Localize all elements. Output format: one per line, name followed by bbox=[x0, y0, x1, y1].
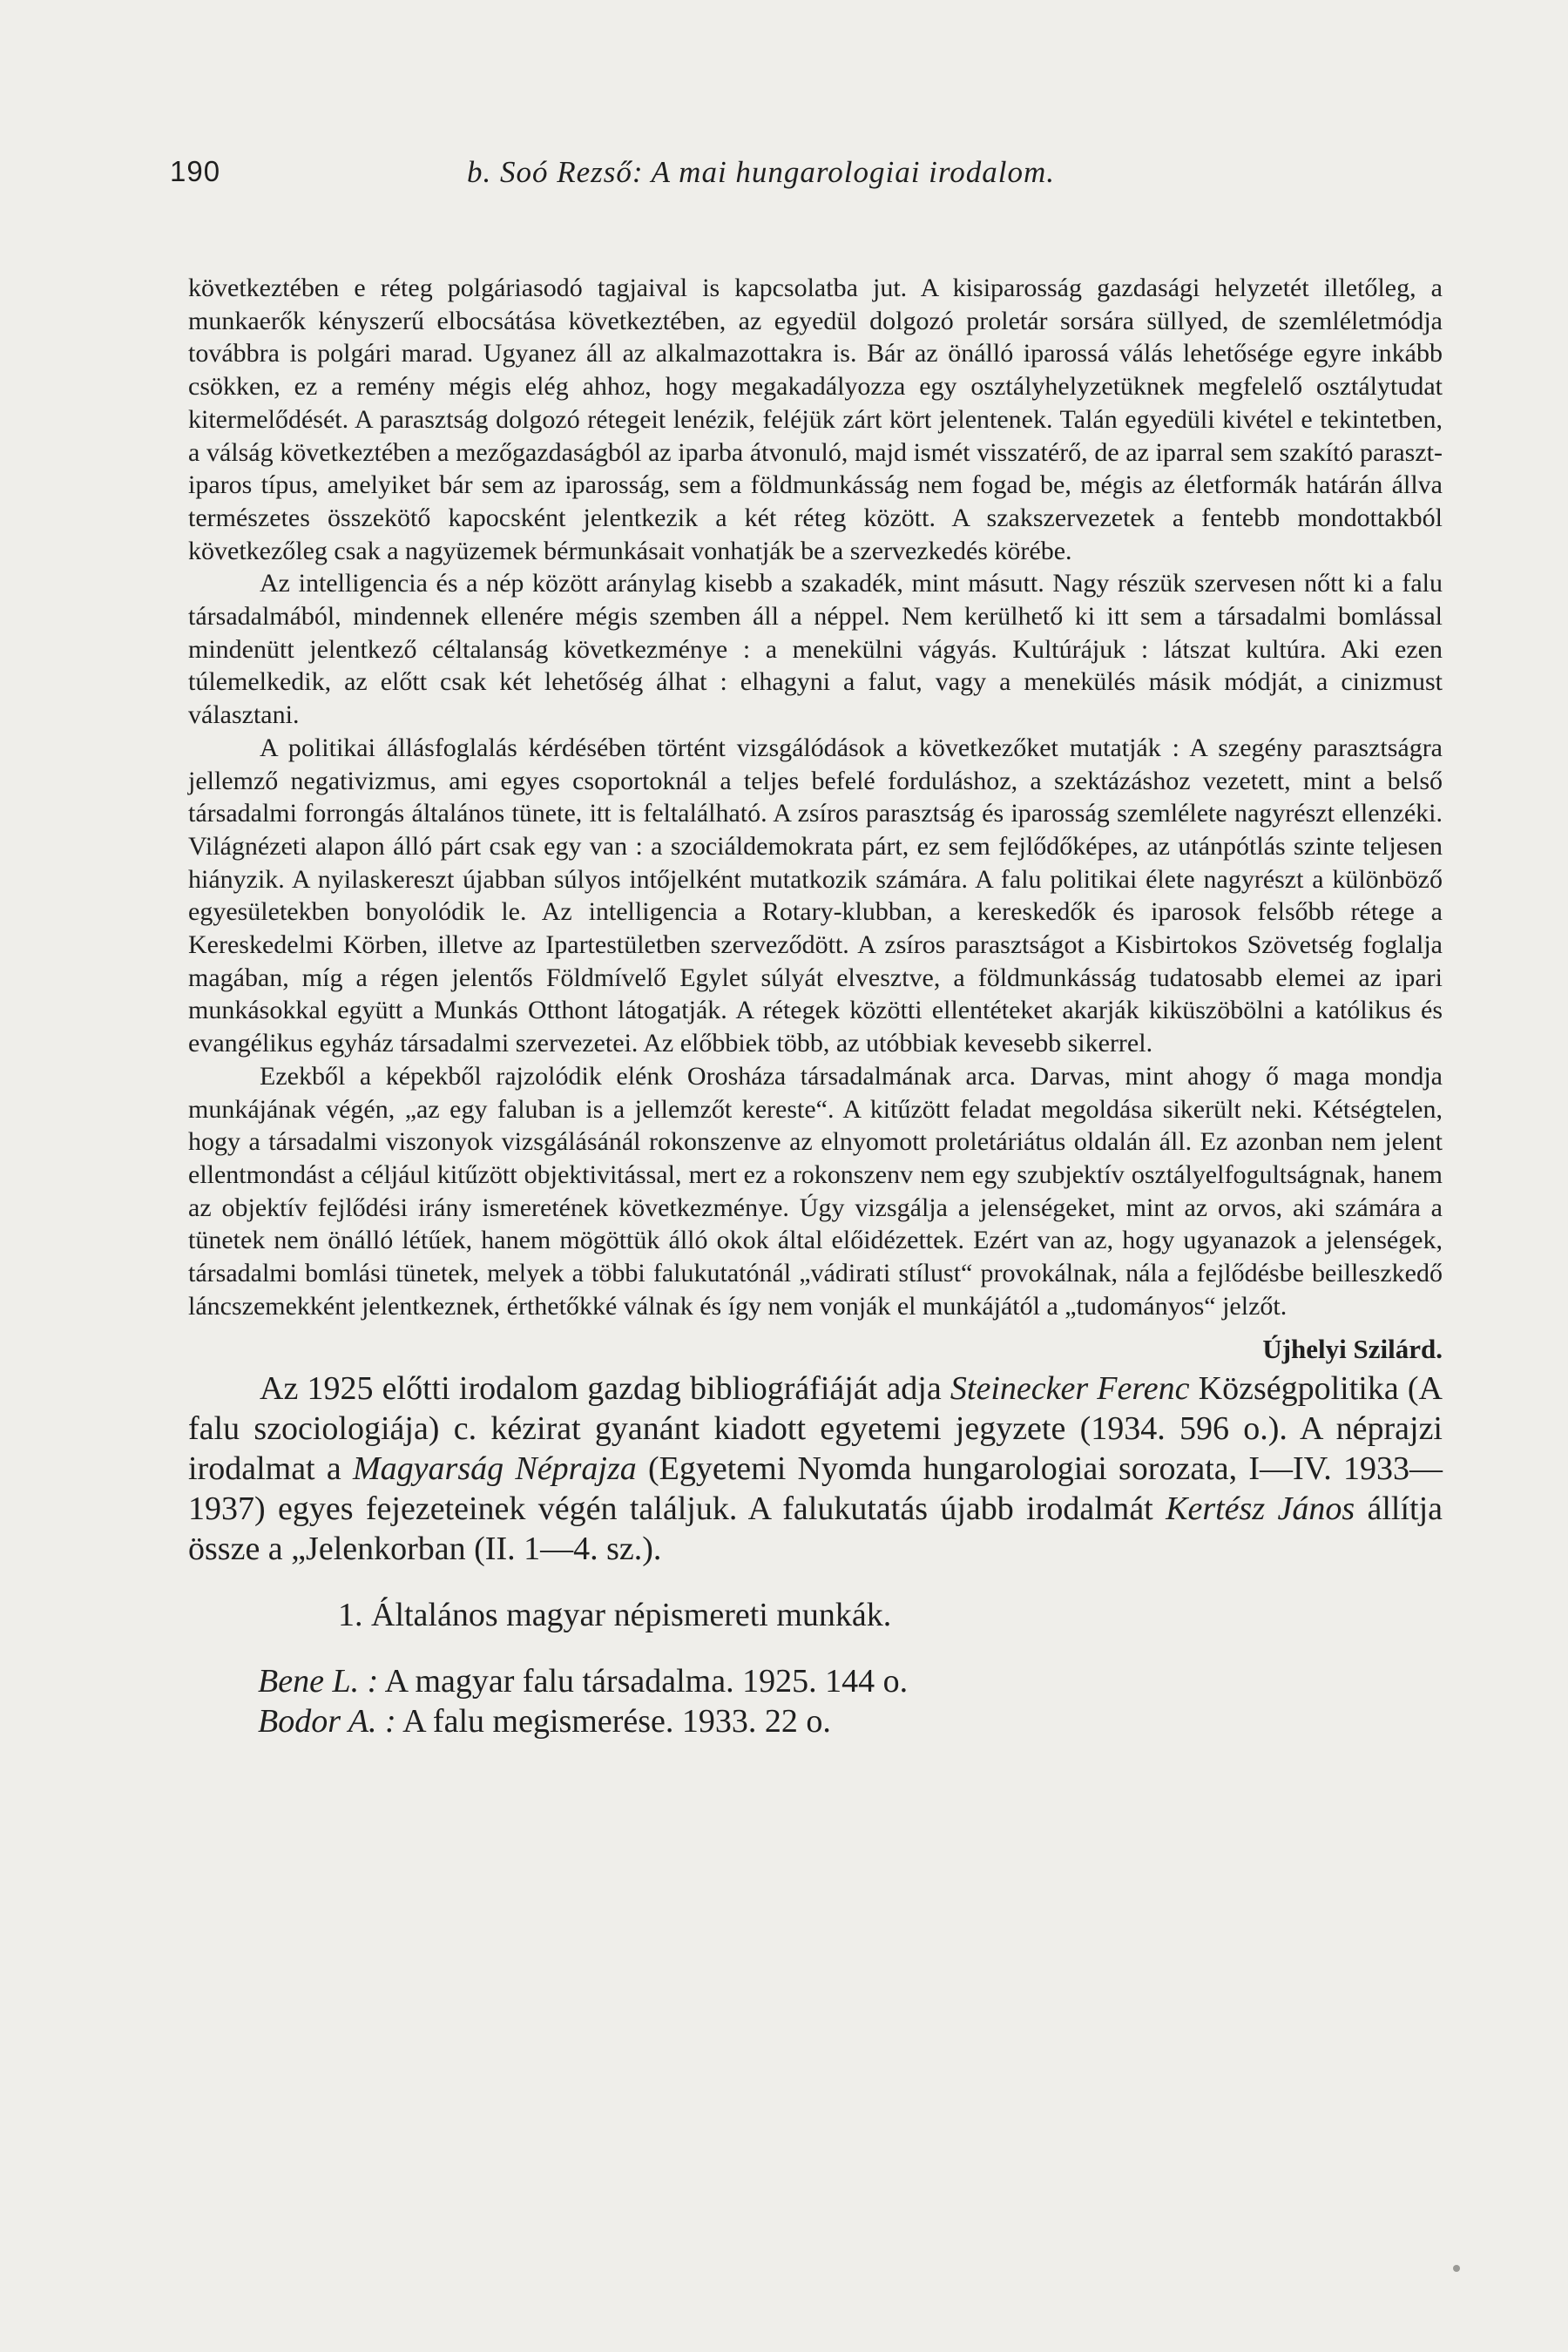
author-signature: Újhelyi Szilárd. bbox=[1262, 1333, 1443, 1364]
paragraph-1: következtében e réteg polgáriasodó tagjaival is kapcsolatba jut. A kisiparosság gazdasági helyzetét illetőleg, a munkaerők kényszerű elbocsátása következtében, az egyedül dolgozó proletár sorsára süllyed, de szemléletmódja továbbra is polgári marad. Ugyanez áll az alkalmazottakra is. Bár az önálló iparossá válás lehetősége egyre inkább csökken, ez a remény mégis elég ahhoz, hogy megakadályozza egy osztályhelyzetüknek megfelelő osztálytudat kitermelődését. A parasztság dolgozó rétegeit lenézik, feléjük zárt kört jelentenek. Talán egyedüli kivétel e tekintetben, a válság következtében a mezőgazdaságból az iparba átvonuló, majd ismét visszatérő, de az iparral sem szakító paraszt-iparos típus, amelyiket bár sem az iparosság, sem a földmunkásság nem fogad be, mégis az életformák határán állva természetes összekötő kapocsként jelentkezik a két réteg között. A szakszervezetek a fentebb mondottakból következőleg csak a nagyüzemek bérmunkásait vonhatják be a szervezkedés körébe. bbox=[188, 274, 1443, 565]
bibliography-entry bbox=[258, 1701, 1443, 1741]
bib-intro-author-2: Kertész János bbox=[1166, 1490, 1355, 1527]
page-header bbox=[170, 155, 1459, 199]
bib-entry-author: Bodor A. : bbox=[258, 1702, 396, 1740]
scan-speck bbox=[1453, 2265, 1460, 2272]
bibliography-entry bbox=[258, 1661, 1443, 1701]
bibliography-intro bbox=[188, 1369, 1443, 1569]
bib-intro-text-4: állítja össze a „Jelenkorban (II. 1—4. sz.). bbox=[188, 1490, 1443, 1567]
bibliography-list bbox=[188, 1661, 1443, 1741]
bib-intro-text-1: Az 1925 előtti irodalom gazdag bibliográfiáját adja bbox=[260, 1369, 950, 1407]
bib-entry-author: Bene L. : bbox=[258, 1662, 379, 1700]
running-title: b. Soó Rezső: A mai hungarologiai irodalom. bbox=[467, 155, 1055, 189]
bib-intro-title: Magyarság Néprajza bbox=[353, 1450, 637, 1487]
bib-intro-author-1: Steinecker Ferenc bbox=[950, 1369, 1190, 1407]
bib-entry-text: A falu megismerése. 1933. 22 o. bbox=[395, 1702, 831, 1740]
body-text bbox=[188, 272, 1443, 1741]
page-number: 190 bbox=[170, 155, 221, 187]
paragraph-2: Az intelligencia és a nép között aránylag kisebb a szakadék, mint másutt. Nagy részük szervesen nőtt ki a falu társadalmából, mindennek ellenére mégis szemben áll a néppel. Nem kerülhető ki itt sem a társadalmi bomlással mindenütt jelentkező céltalanság következménye : a menekülni vágyás. Kultúrájuk : látszat kultúra. Aki ezen túlemelkedik, az előtt csak két lehetőség álhat : elhagyni a falut, vagy a menekülés másik módját, a cinizmust választani. bbox=[188, 569, 1443, 730]
paragraph-3: A politikai állásfoglalás kérdésében történt vizsgálódások a következőket mutatják : A szegény parasztságra jellemző negativizmus, ami egyes csoportoknál a teljes befelé forduláshoz, a szektázáshoz vezetett, mint a belső társadalmi forrongás általános tünete, itt is feltalálható. A zsíros parasztság és iparosság szemlélete nagyrészt ellenzéki. Világnézeti alapon álló párt csak egy van : a szociáldemokrata párt, ez sem fejlődőképes, az utánpótlás szinte teljesen hiányzik. A nyilaskereszt újabban súlyos intőjelként mutatkozik számára. A falu politikai élete nagyrészt a különböző egyesületekben bonyolódik le. Az intelligencia a Rotary-klubban, a kereskedők és iparosok felsőbb rétege a Kereskedelmi Körben, illetve az Ipartestületben szerveződött. A zsíros parasztságot a Kisbirtokos Szövetség foglalja magában, míg a régen jelentős Földmívelő Egylet súlyát elvesztve, a földmunkásság tudatosabb elemei az ipari munkásokkal együtt a Munkás Otthont látogatják. A rétegek közötti ellentéteket akarják kiküszöbölni a katólikus és evangélikus egyház társadalmi szervezetei. Az előbbiek több, az utóbbiak kevesebb sikerrel. bbox=[188, 733, 1443, 1058]
bib-entry-text: A magyar falu társadalma. 1925. 144 o. bbox=[378, 1662, 909, 1700]
bib-intro-text-3: (Egyetemi Nyomda hungarologiai sorozata, I—IV. 1933—1937) egyes fejezeteinek végén találjuk. A falukutatás újabb irodalmát bbox=[188, 1450, 1443, 1527]
bib-intro-text-2: Községpolitika (A falu szociologiája) c. kézirat gyanánt kiadott egyetemi jegyzete (1934. 596 o.). A néprajzi irodalmat a bbox=[188, 1369, 1443, 1487]
section-heading: 1. Általános magyar népismereti munkák. bbox=[338, 1596, 892, 1633]
paragraph-4: Ezekből a képekből rajzolódik elénk Orosháza társadalmának arca. Darvas, mint ahogy ő maga mondja munkájának végén, „az egy faluban is a jellemzőt kereste“. A kitűzött feladat megoldása sikerült neki. Kétségtelen, hogy a társadalmi viszonyok vizsgálásánál rokonszenve az elnyomott proletáriátus oldalán áll. Ez azonban nem jelent ellentmondást a céljául kitűzött objektivitással, mert ez a rokonszenv nem egy szubjektív osztályelfogultságnak, hanem az objektív fejlődési irány ismeretének következménye. Úgy vizsgálja a jelenségeket, mint az orvos, aki számára a tünetek nem önálló létűek, hanem mögöttük álló okok által előidézettek. Ezért van az, hogy ugyanazok a jelenségek, társadalmi bomlási tünetek, melyek a többi falukutatónál „vádirati stílust“ provokálnak, nála a fejlődésbe beilleszkedő láncszemekként jelentkeznek, érthetőkké válnak és így nem vonják el munkájától a „tudományos“ jelzőt. bbox=[188, 1061, 1443, 1321]
